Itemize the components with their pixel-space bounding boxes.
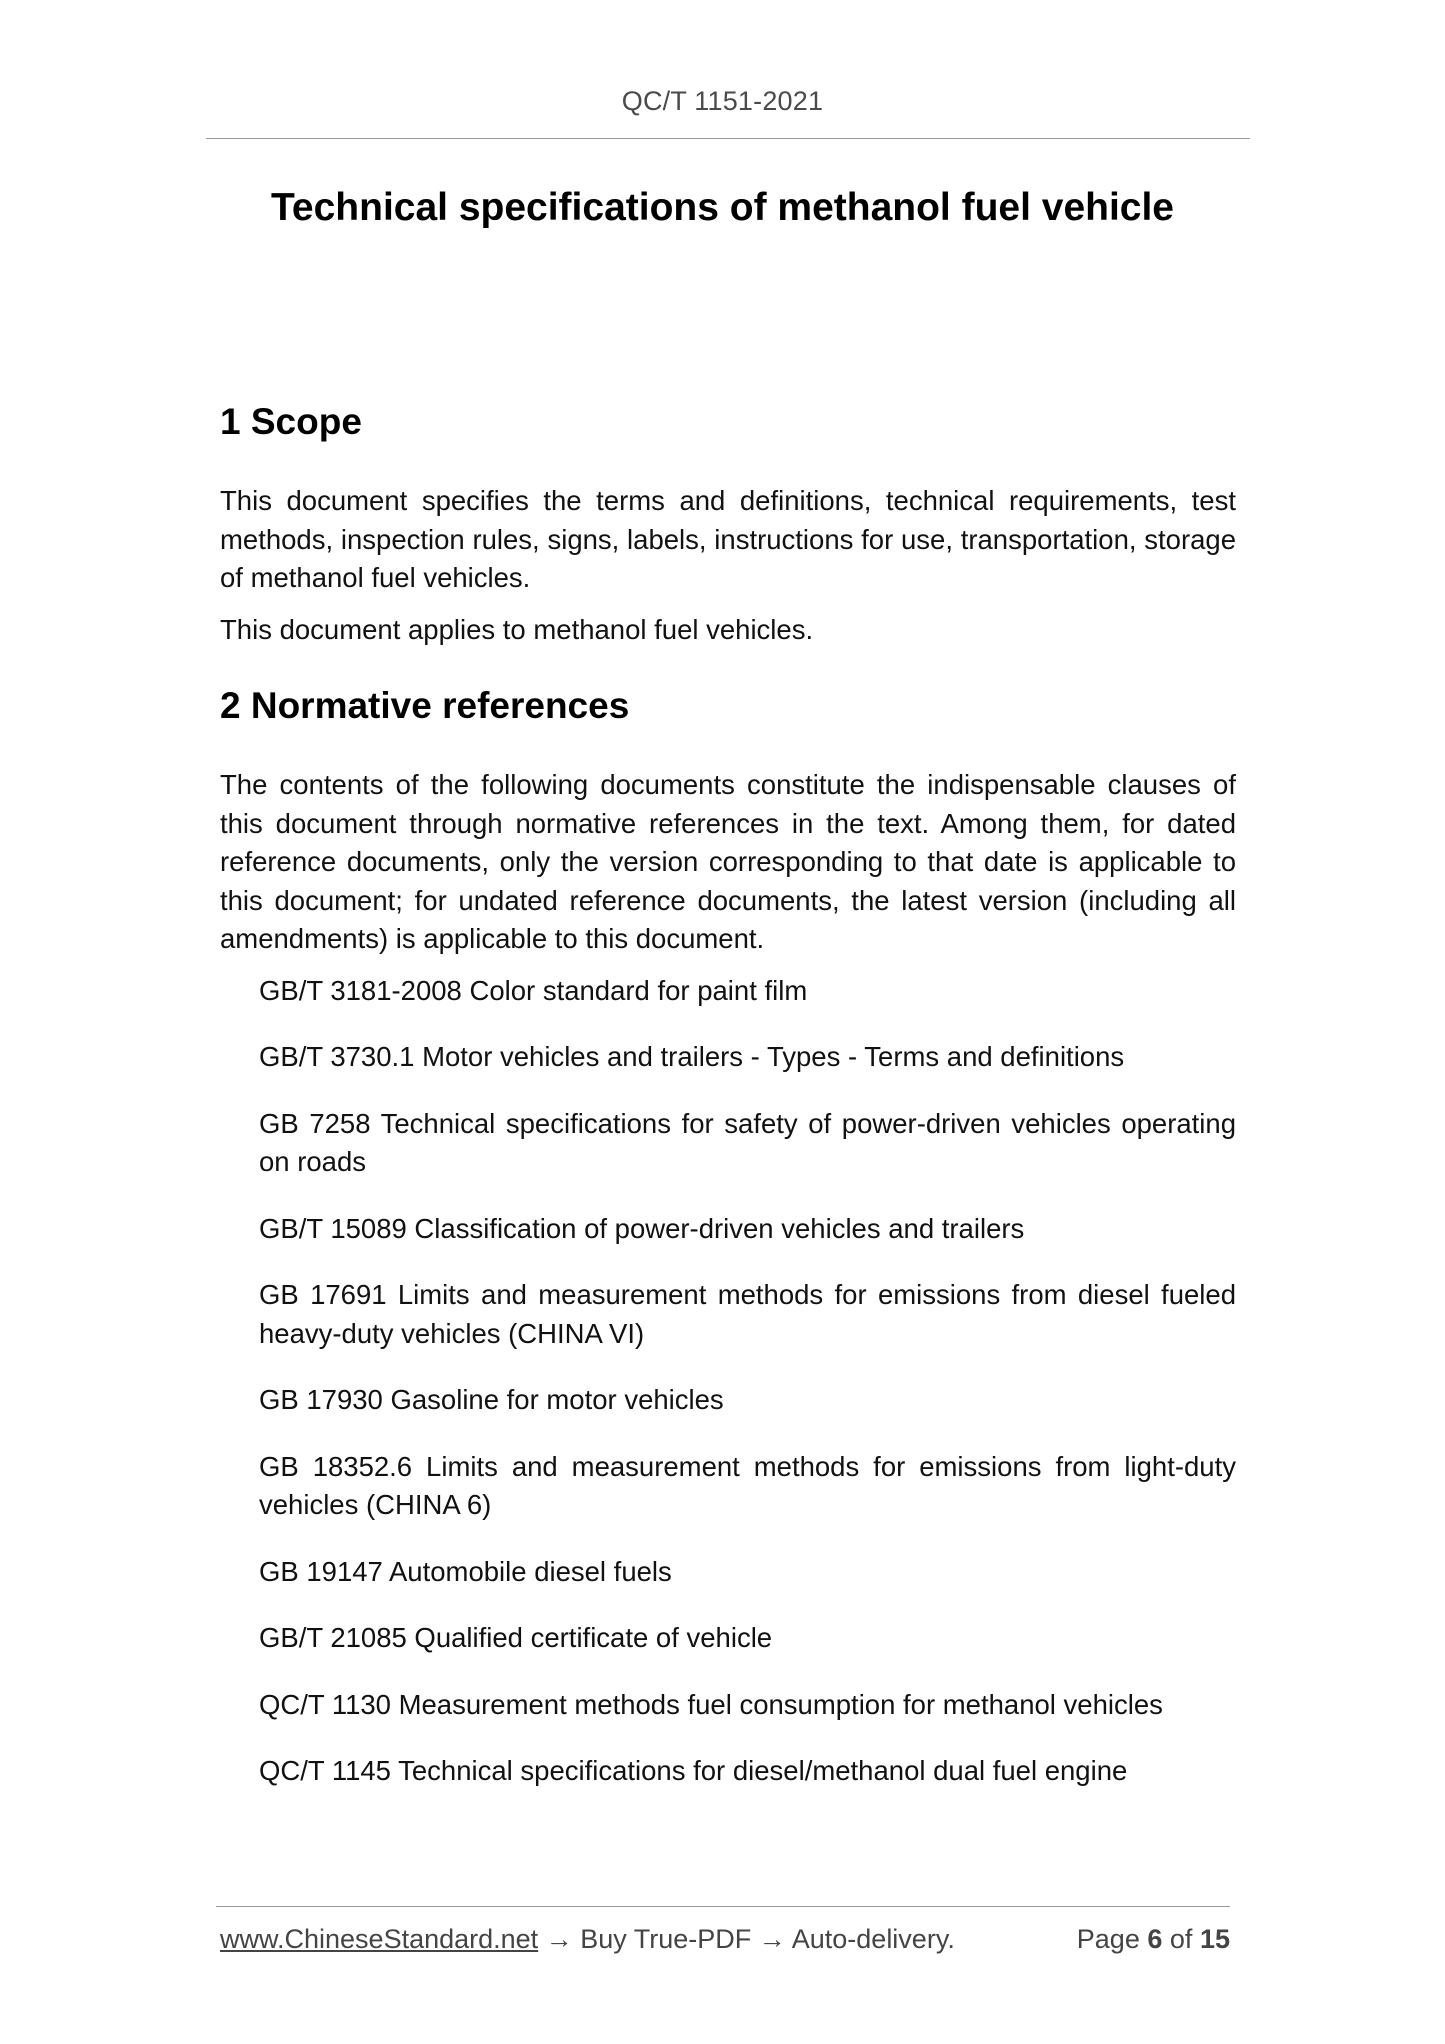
- section-heading-scope: 1 Scope: [220, 401, 362, 442]
- document-title: Technical specifications of methanol fuel vehicle: [270, 186, 1175, 229]
- reference-item: GB 18352.6 Limits and measurement methods for emissions from light-duty vehicles (CHINA 6): [259, 1450, 1236, 1520]
- page-of-label: of: [1169, 1924, 1193, 1954]
- section-scope: [220, 398, 1236, 649]
- header-divider: [206, 138, 1250, 139]
- reference-item: GB 17930 Gasoline for motor vehicles: [259, 1384, 724, 1415]
- page-label: Page: [1076, 1924, 1140, 1954]
- footer-tagline: → Buy True-PDF → Auto-delivery.: [538, 1924, 955, 1954]
- reference-item: QC/T 1145 Technical specifications for diesel/methanol dual fuel engine: [259, 1755, 1128, 1786]
- reference-item: GB 17691 Limits and measurement methods for emissions from diesel fueled heavy-duty vehicles (CHINA VI): [259, 1279, 1236, 1349]
- section-normative-references: [220, 682, 1236, 1791]
- normative-intro-paragraph: The contents of the following documents constitute the indispensable clauses of this document through normative references in the text. Among them, for dated reference documents, only the version corresponding to that date is applicable to this document; for undated reference documents, the latest version (including all amendments) is applicable to this document.: [220, 769, 1236, 954]
- footer-promo: [220, 1924, 955, 1955]
- reference-item: GB 19147 Automobile diesel fuels: [259, 1555, 672, 1587]
- reference-item: QC/T 1130 Measurement methods fuel consumption for methanol vehicles: [259, 1688, 1163, 1720]
- page-number: [1077, 1924, 1230, 1955]
- reference-list: [220, 972, 1236, 1791]
- website-link[interactable]: www.ChineseStandard.net: [220, 1924, 539, 1954]
- scope-paragraph-1: This document specifies the terms and definitions, technical requirements, test methods, inspection rules, signs, labels, instructions for use, transportation, storage of methanol fuel vehicles.: [220, 485, 1236, 593]
- scope-paragraph-2: This document applies to methanol fuel vehicles.: [220, 613, 814, 645]
- standard-code: QC/T 1151-2021: [621, 86, 824, 116]
- section-heading-normative: 2 Normative references: [220, 685, 630, 726]
- total-pages: 15: [1199, 1924, 1230, 1954]
- reference-item: GB/T 3730.1 Motor vehicles and trailers - Types - Terms and definitions: [259, 1041, 1125, 1072]
- reference-item: GB/T 3181-2008 Color standard for paint film: [259, 974, 808, 1006]
- current-page: 6: [1147, 1924, 1163, 1954]
- reference-item: GB/T 21085 Qualified certificate of vehicle: [259, 1622, 773, 1653]
- footer-divider: [216, 1906, 1230, 1907]
- document-body: [220, 398, 1236, 1791]
- reference-item: GB 7258 Technical specifications for safety of power-driven vehicles operating on roads: [259, 1107, 1236, 1177]
- reference-item: GB/T 15089 Classification of power-driven vehicles and trailers: [259, 1212, 1025, 1244]
